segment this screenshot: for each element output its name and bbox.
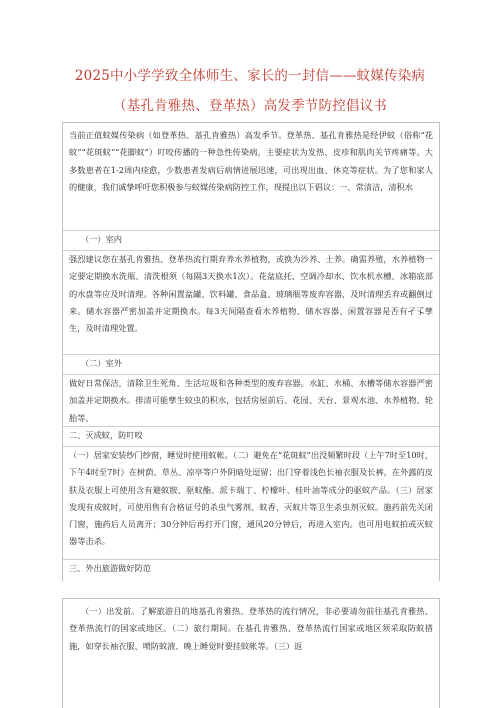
intro-paragraph: 当前正值蚊媒传染病（如登革热、基孔肯雅热）高发季节。登革热、基孔肯雅热是经伊蚊（俗称“花蚊”“花斑蚊”“花脚蚊”）叮咬传播的一种急性传染病，主要症状为发热、皮疹和肌肉关节疼痛等。大多数患者在1-2周内痊愈，少数患者发病后病情进展迅速，可出现出血、休克等症状。为了您和家人的健康，我们诚挚呼吁您积极参与蚊媒传染病防控工作，现提出以下倡议：一、常清洁，清积水 — [69, 130, 433, 192]
section3-heading: 三、外出旅游做好防范 — [69, 563, 151, 573]
outdoor-paragraph: 做好日常保洁，清除卫生死角、生活垃圾和各种类型的废弃容器。水缸、水桶、水槽等储水容器严密加盖并定期换水。排清可能孳生蚊虫的积水，包括房屋前后、花园、天台、景观水池、水养植物、轮胎等。 — [69, 378, 433, 423]
indoor-paragraph: 强烈建议您在基孔肯雅热、登革热流行期弃养水养植物，或换为沙养、土养。确需养殖，水养植物一定要定期换水洗瓶、清洗根须（每隔3天换水1次）。花盆底托、空调冷却水、饮水机水槽、冰箱底部的水盘等应及时清理。各种闲置盆罐、饮料罐、食品盒、玻璃瓶等废弃容器，及时清理丢弃或翻倒过来。储水容器严密加盖并定期换水。每3天间隔查看水养植物、储水容器、闲置容器是否有孑孓孳生，及时清理处置。 — [69, 254, 433, 334]
proposal-table-lower — [62, 598, 440, 708]
outdoor-heading: （二）室外 — [81, 358, 122, 368]
section2-heading: 二、灭成蚊，防叮咬 — [69, 430, 143, 440]
document-title-line-2: （基孔肯雅热、登革热）高发季节防控倡议书 — [113, 98, 387, 114]
proposal-table-upper — [62, 122, 440, 581]
document-title-line-1: 2025中小学学致全体师生、家长的一封信——蚊媒传染病 — [74, 68, 426, 84]
indoor-heading: （一）室内 — [81, 234, 122, 244]
section3-paragraph: （一）出发前。了解旅游目的地基孔肯雅热、登革热的流行情况，非必要请勿前往基孔肯雅热、登革热流行的国家或地区。（二）旅行期间。在基孔肯雅热、登革热流行国家或地区须采取防蚊措施，如穿长袖衣服、喷防蚊液、晚上睡觉时要挂蚊帐等。（三）返 — [69, 606, 433, 651]
section2-paragraph: （一）居家安装纱门纱窗，睡觉时使用蚊帐。（二）避免在“花斑蚊”出没频繁时段（上午7时至10时，下午4时至7时）在树荫、草丛、凉亭等户外阴暗处逗留；出门穿着浅色长袖衣服及长裤，在外露的皮肤及衣服上可使用含有避蚊胺、驱蚊酯、派卡瑞丁、柠檬叶、桂叶油等成分的驱蚊产品。（三）居家发现有成蚊时，可使用售有合格证号的杀虫气雾剂、蚊香、灭蚊片等卫生杀虫剂灭蚊。施药前先关闭门窗，施药后人员离开；30分钟后再打开门窗，通风20分钟后，再进入室内。也可用电蚊拍或灭蚊器等击杀。 — [69, 450, 433, 547]
